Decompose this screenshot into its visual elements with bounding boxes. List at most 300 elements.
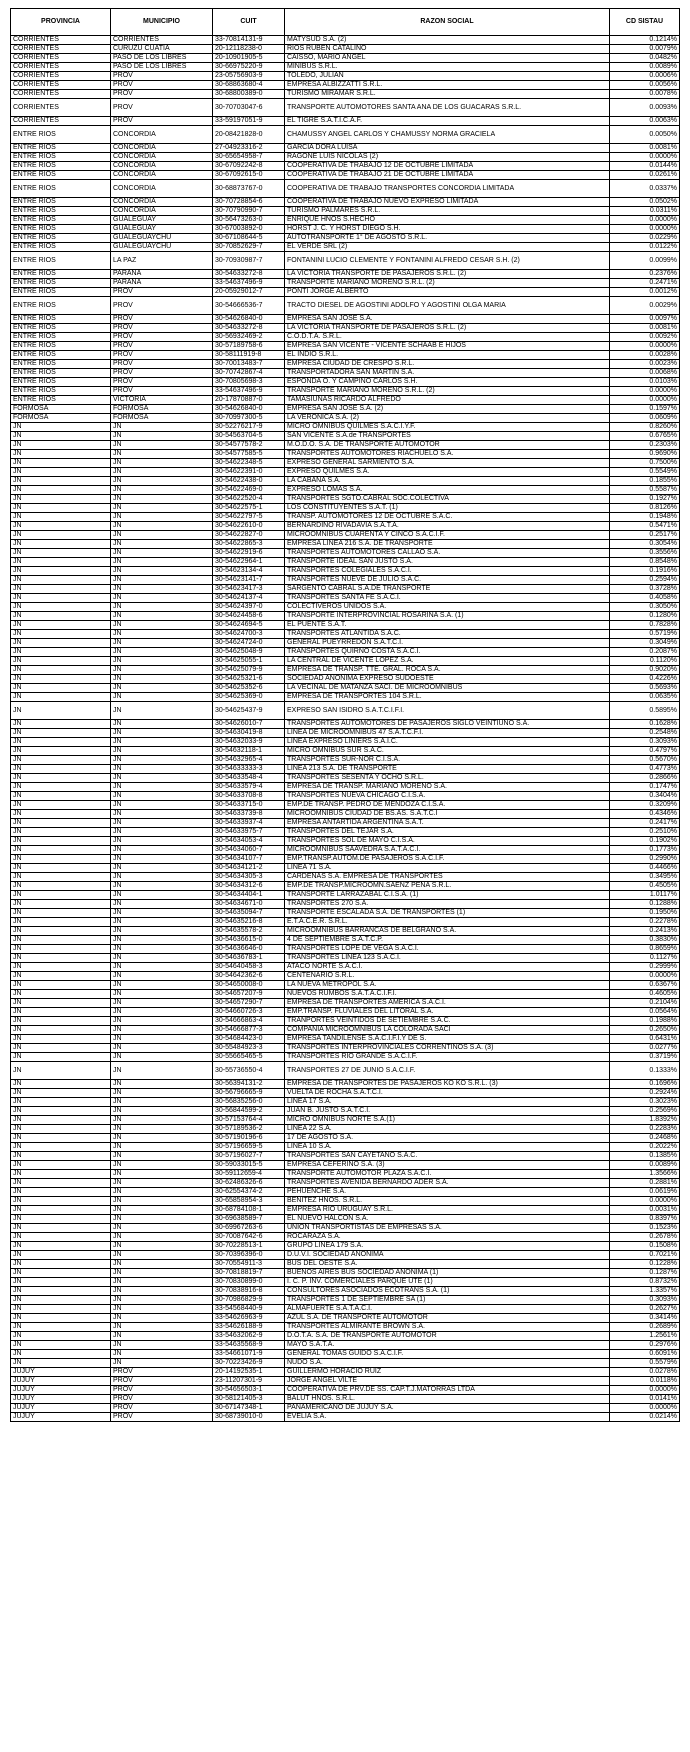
table-row bbox=[11, 1179, 680, 1188]
table-row bbox=[11, 909, 680, 918]
cell-municipio: PARANA bbox=[111, 279, 213, 288]
cell-cd-sistau: 0.0028% bbox=[610, 351, 680, 360]
cell-cuit: 30-52276217-9 bbox=[213, 423, 285, 432]
cell-cd-sistau: 0.3054% bbox=[610, 540, 680, 549]
cell-razon-social: EMPRESA LINEA 216 S.A. DE TRANSPORTE bbox=[285, 540, 610, 549]
cell-municipio: JN bbox=[111, 1260, 213, 1269]
cell-provincia: JN bbox=[11, 1314, 111, 1323]
cell-cd-sistau: 0.1747% bbox=[610, 783, 680, 792]
cell-cd-sistau: 0.1508% bbox=[610, 1242, 680, 1251]
cell-municipio: PROV bbox=[111, 297, 213, 315]
cell-cd-sistau: 0.0006% bbox=[610, 72, 680, 81]
cell-municipio: JN bbox=[111, 1197, 213, 1206]
cell-municipio: JN bbox=[111, 1233, 213, 1242]
cell-cd-sistau: 0.0564% bbox=[610, 1008, 680, 1017]
table-row bbox=[11, 954, 680, 963]
cell-provincia: JN bbox=[11, 1332, 111, 1341]
cell-cd-sistau: 0.7500% bbox=[610, 459, 680, 468]
table-row bbox=[11, 612, 680, 621]
cell-razon-social: TRANSPORTES LINEA 123 S.A.C.I. bbox=[285, 954, 610, 963]
table-row bbox=[11, 477, 680, 486]
cell-municipio: JN bbox=[111, 720, 213, 729]
cell-cd-sistau: 0.0103% bbox=[610, 378, 680, 387]
cell-razon-social: EXPRESO GENERAL SARMIENTO S.A. bbox=[285, 459, 610, 468]
table-row bbox=[11, 63, 680, 72]
cell-cuit: 30-54633272-8 bbox=[213, 324, 285, 333]
cell-razon-social: ESPONDA O. Y CAMPIÑO CARLOS S.H. bbox=[285, 378, 610, 387]
table-row bbox=[11, 819, 680, 828]
cell-cuit: 33-54632062-9 bbox=[213, 1332, 285, 1341]
cell-cuit: 30-54632118-1 bbox=[213, 747, 285, 756]
cell-cd-sistau: 1.3566% bbox=[610, 1170, 680, 1179]
cell-cuit: 30-70223426-9 bbox=[213, 1359, 285, 1368]
cell-provincia: JN bbox=[11, 819, 111, 828]
cell-razon-social: TRANSPORTES ALMIRANTE BROWN S.A. bbox=[285, 1323, 610, 1332]
cell-razon-social: GENERAL PUEYRREDON S.A.T.C.I. bbox=[285, 639, 610, 648]
cell-cuit: 20-05929012-7 bbox=[213, 288, 285, 297]
cell-cd-sistau: 0.3023% bbox=[610, 1098, 680, 1107]
table-row bbox=[11, 279, 680, 288]
cell-razon-social: TRANSPORTES QUIRNO COSTA S.A.C.I. bbox=[285, 648, 610, 657]
cell-razon-social: EMPRESA SAN VICENTE - VICENTE SCHAAB E HIJOS bbox=[285, 342, 610, 351]
cell-razon-social: TRANSPORTES NUEVA CHICAGO C.I.S.A. bbox=[285, 792, 610, 801]
cell-provincia: CORRIENTES bbox=[11, 99, 111, 117]
cell-cd-sistau: 0.4505% bbox=[610, 882, 680, 891]
table-row bbox=[11, 369, 680, 378]
cell-provincia: JN bbox=[11, 432, 111, 441]
cell-provincia: CORRIENTES bbox=[11, 90, 111, 99]
table-row bbox=[11, 666, 680, 675]
cell-cuit: 30-54625321-6 bbox=[213, 675, 285, 684]
cell-cd-sistau: 0.5549% bbox=[610, 468, 680, 477]
cell-municipio: JN bbox=[111, 828, 213, 837]
cell-cuit: 30-54633715-0 bbox=[213, 801, 285, 810]
cell-cd-sistau: 0.2881% bbox=[610, 1179, 680, 1188]
cell-cuit: 30-66975220-9 bbox=[213, 63, 285, 72]
cell-cuit: 30-59033015-5 bbox=[213, 1161, 285, 1170]
cell-provincia: JN bbox=[11, 702, 111, 720]
cell-provincia: JN bbox=[11, 1206, 111, 1215]
cell-cuit: 30-67108644-5 bbox=[213, 234, 285, 243]
cell-municipio: JN bbox=[111, 1296, 213, 1305]
cell-cd-sistau: 0.6431% bbox=[610, 1035, 680, 1044]
cell-cd-sistau: 0.2627% bbox=[610, 1305, 680, 1314]
cell-razon-social: MICROOMNIBUS SAAVEDRA S.A.T.A.C.I. bbox=[285, 846, 610, 855]
cell-cuit: 30-57189758-6 bbox=[213, 342, 285, 351]
cell-razon-social: CAISSO, MARIO ANGEL bbox=[285, 54, 610, 63]
table-row bbox=[11, 81, 680, 90]
cell-provincia: ENTRE RIOS bbox=[11, 225, 111, 234]
cell-municipio: JN bbox=[111, 1215, 213, 1224]
cell-cuit: 30-54622610-0 bbox=[213, 522, 285, 531]
cell-provincia: JN bbox=[11, 1044, 111, 1053]
cell-cuit: 30-70818819-7 bbox=[213, 1269, 285, 1278]
cell-cuit: 30-55484923-3 bbox=[213, 1044, 285, 1053]
cell-municipio: JN bbox=[111, 468, 213, 477]
cell-provincia: JUJUY bbox=[11, 1368, 111, 1377]
cell-municipio: JN bbox=[111, 1062, 213, 1080]
cell-municipio: PROV bbox=[111, 288, 213, 297]
cell-cuit: 33-54637496-9 bbox=[213, 387, 285, 396]
table-row bbox=[11, 1206, 680, 1215]
cell-provincia: ENTRE RIOS bbox=[11, 243, 111, 252]
cell-cuit: 33-70814131-9 bbox=[213, 36, 285, 45]
cell-municipio: JN bbox=[111, 891, 213, 900]
cell-municipio: JN bbox=[111, 630, 213, 639]
cell-cd-sistau: 0.1696% bbox=[610, 1080, 680, 1089]
cell-razon-social: TRANSPORTES LOPE DE VEGA S.A.C.I. bbox=[285, 945, 610, 954]
cell-provincia: JN bbox=[11, 1053, 111, 1062]
cell-razon-social: LA NUEVA METROPOL S.A. bbox=[285, 981, 610, 990]
cell-provincia: JN bbox=[11, 1296, 111, 1305]
cell-municipio: JN bbox=[111, 882, 213, 891]
table-row bbox=[11, 855, 680, 864]
cell-cuit: 30-70997300-5 bbox=[213, 414, 285, 423]
table-row bbox=[11, 936, 680, 945]
cell-cd-sistau: 0.1916% bbox=[610, 567, 680, 576]
cell-cd-sistau: 0.4773% bbox=[610, 765, 680, 774]
table-row bbox=[11, 396, 680, 405]
cell-cuit: 30-54635094-7 bbox=[213, 909, 285, 918]
cell-cuit: 30-54630419-8 bbox=[213, 729, 285, 738]
cell-razon-social: EL PUENTE S.A.T. bbox=[285, 621, 610, 630]
cell-razon-social: EMPRESA DE TRANSPORTES AMERICA S.A.C.I. bbox=[285, 999, 610, 1008]
cell-cd-sistau: 0.0141% bbox=[610, 1395, 680, 1404]
cell-municipio: JN bbox=[111, 1350, 213, 1359]
cell-cuit: 30-54635216-8 bbox=[213, 918, 285, 927]
cell-razon-social: COOPERATIVA DE TRABAJO TRANSPORTES CONCORDIA LIMITADA bbox=[285, 180, 610, 198]
cell-cuit: 20-17870887-0 bbox=[213, 396, 285, 405]
cell-cd-sistau: 0.1948% bbox=[610, 513, 680, 522]
cell-razon-social: TRANSPORTES AUTOMOTORES CALLAO S.A. bbox=[285, 549, 610, 558]
cell-cuit: 33-54626188-9 bbox=[213, 1323, 285, 1332]
cell-cd-sistau: 0.3209% bbox=[610, 801, 680, 810]
cell-provincia: JN bbox=[11, 981, 111, 990]
cell-cd-sistau: 0.2104% bbox=[610, 999, 680, 1008]
cell-provincia: JN bbox=[11, 1062, 111, 1080]
cell-cuit: 30-54622865-3 bbox=[213, 540, 285, 549]
cell-razon-social: EMP.DE TRANSP. PEDRO DE MENDOZA C.I.S.A. bbox=[285, 801, 610, 810]
cell-provincia: JN bbox=[11, 621, 111, 630]
cell-cd-sistau: 0.0000% bbox=[610, 342, 680, 351]
cell-provincia: JN bbox=[11, 423, 111, 432]
cell-cd-sistau: 0.3495% bbox=[610, 873, 680, 882]
cell-cd-sistau: 0.0214% bbox=[610, 1413, 680, 1422]
cell-cuit: 30-57196027-7 bbox=[213, 1152, 285, 1161]
cell-municipio: JN bbox=[111, 972, 213, 981]
cell-provincia: JN bbox=[11, 1188, 111, 1197]
cell-cd-sistau: 0.2510% bbox=[610, 828, 680, 837]
cell-cd-sistau: 0.2990% bbox=[610, 855, 680, 864]
cell-provincia: JN bbox=[11, 1197, 111, 1206]
cell-cuit: 33-54637496-9 bbox=[213, 279, 285, 288]
cell-provincia: JN bbox=[11, 675, 111, 684]
cell-municipio: JN bbox=[111, 1017, 213, 1026]
table-row bbox=[11, 522, 680, 531]
cell-municipio: JN bbox=[111, 1053, 213, 1062]
cell-cuit: 30-68784108-1 bbox=[213, 1206, 285, 1215]
cell-municipio: JN bbox=[111, 423, 213, 432]
cell-provincia: JN bbox=[11, 972, 111, 981]
cell-cuit: 30-54666536-7 bbox=[213, 297, 285, 315]
cell-municipio: GUALEGUAY bbox=[111, 225, 213, 234]
cell-provincia: ENTRE RIOS bbox=[11, 180, 111, 198]
cell-provincia: ENTRE RIOS bbox=[11, 288, 111, 297]
cell-cuit: 30-54634053-4 bbox=[213, 837, 285, 846]
cell-cuit: 30-54633708-8 bbox=[213, 792, 285, 801]
cell-provincia: JN bbox=[11, 792, 111, 801]
cell-provincia: ENTRE RIOS bbox=[11, 270, 111, 279]
cell-provincia: JN bbox=[11, 603, 111, 612]
cell-razon-social: MICRO OMNIBUS NORTE S.A.(1) bbox=[285, 1116, 610, 1125]
cell-cd-sistau: 0.1950% bbox=[610, 909, 680, 918]
cell-municipio: JN bbox=[111, 909, 213, 918]
cell-municipio: JN bbox=[111, 810, 213, 819]
cell-municipio: JN bbox=[111, 954, 213, 963]
table-row bbox=[11, 423, 680, 432]
cell-razon-social: LA VICTORIA TRANSPORTE DE PASAJEROS S.R.L. (2) bbox=[285, 324, 610, 333]
cell-cuit: 30-54622919-6 bbox=[213, 549, 285, 558]
cell-cd-sistau: 1.3357% bbox=[610, 1287, 680, 1296]
cell-cuit: 30-54622348-5 bbox=[213, 459, 285, 468]
cell-razon-social: TAMASIUNAS RICARDO ALFREDO bbox=[285, 396, 610, 405]
cell-cd-sistau: 0.0056% bbox=[610, 81, 680, 90]
cell-cuit: 30-54623417-3 bbox=[213, 585, 285, 594]
cell-cd-sistau: 0.1127% bbox=[610, 954, 680, 963]
cell-cuit: 30-69967263-6 bbox=[213, 1224, 285, 1233]
cell-municipio: JN bbox=[111, 855, 213, 864]
cell-razon-social: COOPERATIVA DE TRABAJO NUEVO EXPRESO LIMITADA bbox=[285, 198, 610, 207]
cell-cuit: 30-54633975-7 bbox=[213, 828, 285, 837]
table-row bbox=[11, 828, 680, 837]
cell-cuit: 30-56932469-2 bbox=[213, 333, 285, 342]
cell-provincia: ENTRE RIOS bbox=[11, 324, 111, 333]
cell-cd-sistau: 0.0000% bbox=[610, 1404, 680, 1413]
table-row bbox=[11, 585, 680, 594]
cell-cuit: 30-54684423-0 bbox=[213, 1035, 285, 1044]
cell-cd-sistau: 0.3556% bbox=[610, 549, 680, 558]
cell-cd-sistau: 0.0097% bbox=[610, 315, 680, 324]
cell-provincia: CORRIENTES bbox=[11, 63, 111, 72]
cell-provincia: JN bbox=[11, 1125, 111, 1134]
cell-razon-social: LINEA DE MICROOMNIBUS 47 S.A.T.C.F.I. bbox=[285, 729, 610, 738]
cell-provincia: JN bbox=[11, 828, 111, 837]
cell-municipio: PROV bbox=[111, 351, 213, 360]
cell-razon-social: TRANSPORTE IDEAL SAN JUSTO S.A. bbox=[285, 558, 610, 567]
cell-municipio: JN bbox=[111, 1170, 213, 1179]
table-row bbox=[11, 1170, 680, 1179]
table-row bbox=[11, 990, 680, 999]
cell-cuit: 30-68873767-0 bbox=[213, 180, 285, 198]
cell-provincia: JN bbox=[11, 891, 111, 900]
cell-provincia: JN bbox=[11, 1359, 111, 1368]
cell-municipio: JN bbox=[111, 477, 213, 486]
table-row bbox=[11, 36, 680, 45]
cell-cd-sistau: 0.2548% bbox=[610, 729, 680, 738]
cell-cd-sistau: 0.0635% bbox=[610, 693, 680, 702]
cell-cuit: 30-70790990-7 bbox=[213, 207, 285, 216]
cell-cuit: 30-70554911-3 bbox=[213, 1260, 285, 1269]
table-row bbox=[11, 351, 680, 360]
cell-cd-sistau: 1.0117% bbox=[610, 891, 680, 900]
cell-razon-social: EMPRESA TANDILENSE S.A.C.I.F.I.Y DE S. bbox=[285, 1035, 610, 1044]
cell-municipio: PROV bbox=[111, 333, 213, 342]
table-row bbox=[11, 702, 680, 720]
table-row bbox=[11, 567, 680, 576]
cell-cd-sistau: 0.8732% bbox=[610, 1278, 680, 1287]
cell-cuit: 30-54625352-6 bbox=[213, 684, 285, 693]
cell-cd-sistau: 0.0000% bbox=[610, 153, 680, 162]
cell-razon-social: PEHUENCHE S.A. bbox=[285, 1188, 610, 1197]
cell-municipio: PROV bbox=[111, 117, 213, 126]
cell-municipio: JN bbox=[111, 1269, 213, 1278]
cell-razon-social: ATACO NORTE S.A.C.I. bbox=[285, 963, 610, 972]
cell-municipio: JN bbox=[111, 1008, 213, 1017]
cell-razon-social: NUDO S.A. bbox=[285, 1359, 610, 1368]
cell-municipio: PROV bbox=[111, 324, 213, 333]
cell-municipio: JN bbox=[111, 1278, 213, 1287]
cell-provincia: JN bbox=[11, 549, 111, 558]
cell-cd-sistau: 0.8548% bbox=[610, 558, 680, 567]
cell-razon-social: C.O.D.T.A. S.R.L. bbox=[285, 333, 610, 342]
cell-provincia: JN bbox=[11, 1089, 111, 1098]
cell-razon-social: TRANSPORTES SAN CAYETANO S.A.C. bbox=[285, 1152, 610, 1161]
cell-provincia: ENTRE RIOS bbox=[11, 216, 111, 225]
cell-razon-social: JORGE ANGEL VILTE bbox=[285, 1377, 610, 1386]
cell-razon-social: COOPERATIVA DE PRV.DE SS. CAP.T.J.MATORRAS LTDA bbox=[285, 1386, 610, 1395]
cell-provincia: JUJUY bbox=[11, 1395, 111, 1404]
cell-cuit: 30-54625079-9 bbox=[213, 666, 285, 675]
cell-provincia: JN bbox=[11, 1215, 111, 1224]
cell-provincia: JN bbox=[11, 558, 111, 567]
cell-razon-social: CENTENARIO S.R.L. bbox=[285, 972, 610, 981]
cell-provincia: JN bbox=[11, 639, 111, 648]
cell-cd-sistau: 0.3050% bbox=[610, 603, 680, 612]
cell-cuit: 30-54634060-7 bbox=[213, 846, 285, 855]
cell-cuit: 30-57189536-2 bbox=[213, 1125, 285, 1134]
cell-cd-sistau: 0.6765% bbox=[610, 432, 680, 441]
cell-cd-sistau: 0.8659% bbox=[610, 945, 680, 954]
cell-cuit: 30-54634121-2 bbox=[213, 864, 285, 873]
cell-municipio: VICTORIA bbox=[111, 396, 213, 405]
cell-cd-sistau: 0.0081% bbox=[610, 324, 680, 333]
table-row bbox=[11, 1008, 680, 1017]
cell-razon-social: BUS DEL OESTE S.A. bbox=[285, 1260, 610, 1269]
cell-razon-social: EMPRESA DE TRANSPORTES DE PASAJEROS KO KO S.R.L. (3) bbox=[285, 1080, 610, 1089]
cell-razon-social: LOS CONSTITUYENTES S.A.T. (1) bbox=[285, 504, 610, 513]
cell-razon-social: EMPRESA CIUDAD DE CRESPO S.R.L. bbox=[285, 360, 610, 369]
cell-razon-social: TRANSPORTADORA SAN MARTIN S.A. bbox=[285, 369, 610, 378]
cell-cd-sistau: 0.3093% bbox=[610, 738, 680, 747]
cell-cuit: 30-54642362-6 bbox=[213, 972, 285, 981]
cell-cd-sistau: 0.0081% bbox=[610, 144, 680, 153]
cell-razon-social: TRANSPORTES 1 DE SEPTIEMBRE SA (1) bbox=[285, 1296, 610, 1305]
cell-razon-social: EL VERDE SRL (2) bbox=[285, 243, 610, 252]
table-row bbox=[11, 1395, 680, 1404]
table-row bbox=[11, 378, 680, 387]
header-cd-sistau: CD SISTAU bbox=[610, 9, 680, 36]
cell-provincia: JN bbox=[11, 1170, 111, 1179]
cell-cd-sistau: 0.0063% bbox=[610, 117, 680, 126]
table-row bbox=[11, 1125, 680, 1134]
cell-cd-sistau: 0.0311% bbox=[610, 207, 680, 216]
cell-cd-sistau: 0.2924% bbox=[610, 1089, 680, 1098]
cell-provincia: ENTRE RIOS bbox=[11, 171, 111, 180]
cell-cuit: 20-10901905-5 bbox=[213, 54, 285, 63]
cell-provincia: CORRIENTES bbox=[11, 81, 111, 90]
cell-provincia: ENTRE RIOS bbox=[11, 162, 111, 171]
cell-razon-social: UNION TRANSPORTISTAS DE EMPRESAS S.A. bbox=[285, 1224, 610, 1233]
cell-municipio: JN bbox=[111, 1089, 213, 1098]
table-row bbox=[11, 1224, 680, 1233]
table-row bbox=[11, 252, 680, 270]
table-row bbox=[11, 1341, 680, 1350]
cell-municipio: JN bbox=[111, 738, 213, 747]
cell-cuit: 20-12118238-0 bbox=[213, 45, 285, 54]
table-row bbox=[11, 774, 680, 783]
cell-provincia: JN bbox=[11, 999, 111, 1008]
table-row bbox=[11, 1161, 680, 1170]
cell-cuit: 33-54626963-9 bbox=[213, 1314, 285, 1323]
cell-razon-social: SOCIEDAD ANONIMA EXPRESO SUDOESTE bbox=[285, 675, 610, 684]
cell-provincia: JUJUY bbox=[11, 1377, 111, 1386]
cell-cd-sistau: 0.0482% bbox=[610, 54, 680, 63]
table-row bbox=[11, 963, 680, 972]
cell-cuit: 30-54660726-3 bbox=[213, 1008, 285, 1017]
cell-razon-social: LA CENTRAL DE VICENTE LOPEZ S.A. bbox=[285, 657, 610, 666]
cell-razon-social: TRANSPORTES RIO GRANDE S.A.C.I.F. bbox=[285, 1053, 610, 1062]
cell-provincia: JN bbox=[11, 693, 111, 702]
cell-razon-social: GUILLERMO HORACIO RUIZ bbox=[285, 1368, 610, 1377]
table-row bbox=[11, 297, 680, 315]
table-row bbox=[11, 783, 680, 792]
cell-cd-sistau: 0.3719% bbox=[610, 1053, 680, 1062]
cell-municipio: FORMOSA bbox=[111, 405, 213, 414]
cell-cd-sistau: 0.4605% bbox=[610, 990, 680, 999]
cell-provincia: JN bbox=[11, 1233, 111, 1242]
cell-municipio: JN bbox=[111, 1026, 213, 1035]
cell-cuit: 30-57190196-6 bbox=[213, 1134, 285, 1143]
cell-municipio: CONCORDIA bbox=[111, 207, 213, 216]
cell-municipio: CONCORDIA bbox=[111, 126, 213, 144]
cell-provincia: JN bbox=[11, 900, 111, 909]
cell-cd-sistau: 0.5471% bbox=[610, 522, 680, 531]
cell-cuit: 30-54624694-5 bbox=[213, 621, 285, 630]
cell-cuit: 30-54634312-6 bbox=[213, 882, 285, 891]
cell-cd-sistau: 0.4346% bbox=[610, 810, 680, 819]
cell-provincia: ENTRE RIOS bbox=[11, 333, 111, 342]
table-row bbox=[11, 171, 680, 180]
cell-municipio: JN bbox=[111, 729, 213, 738]
cell-municipio: JN bbox=[111, 504, 213, 513]
cell-municipio: JN bbox=[111, 918, 213, 927]
cell-municipio: JN bbox=[111, 873, 213, 882]
cell-provincia: ENTRE RIOS bbox=[11, 207, 111, 216]
table-row bbox=[11, 405, 680, 414]
cell-provincia: CORRIENTES bbox=[11, 36, 111, 45]
cell-municipio: JN bbox=[111, 531, 213, 540]
cell-cuit: 30-55665465-5 bbox=[213, 1053, 285, 1062]
cell-cuit: 30-54633272-8 bbox=[213, 270, 285, 279]
cell-municipio: PROV bbox=[111, 1395, 213, 1404]
cell-provincia: JN bbox=[11, 1035, 111, 1044]
cell-cuit: 30-70013483-7 bbox=[213, 360, 285, 369]
table-row bbox=[11, 882, 680, 891]
cell-razon-social: COOPERATIVA DE TRABAJO 12 DE OCTUBRE LIMITADA bbox=[285, 162, 610, 171]
cell-cuit: 30-62486326-6 bbox=[213, 1179, 285, 1188]
cell-municipio: JN bbox=[111, 1035, 213, 1044]
cell-cuit: 30-70930987-7 bbox=[213, 252, 285, 270]
